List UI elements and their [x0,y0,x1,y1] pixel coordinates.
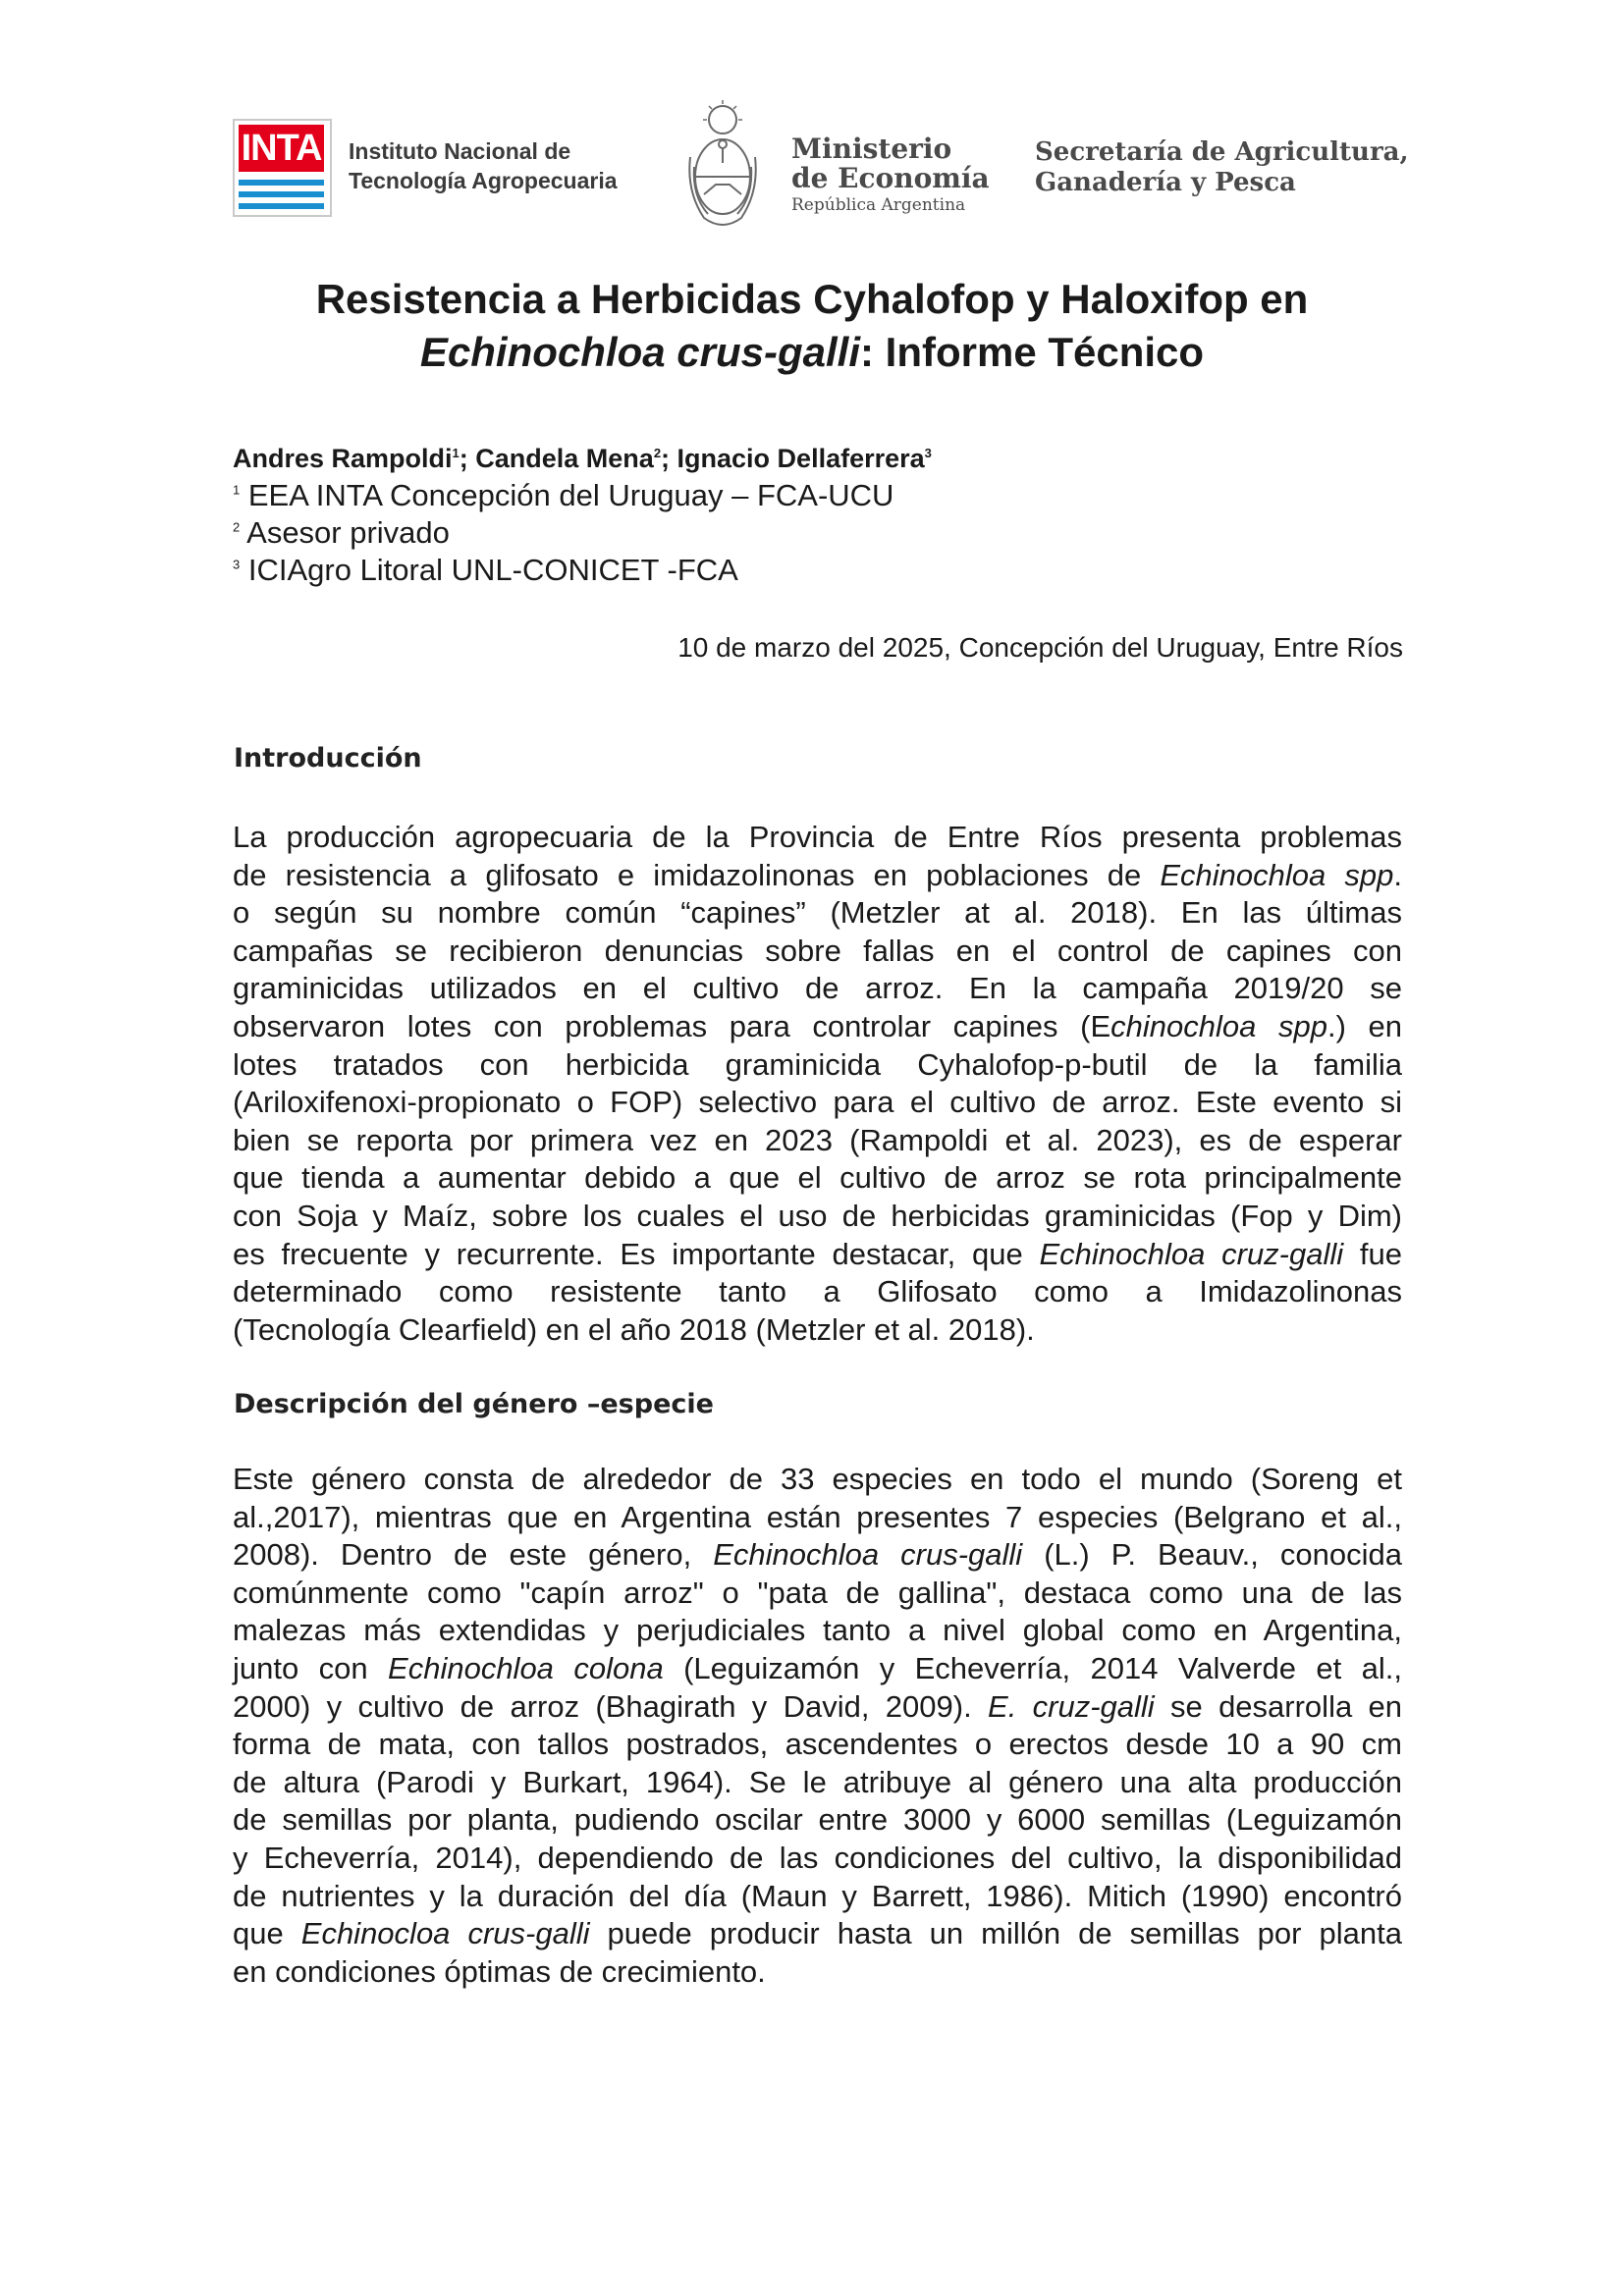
secretaria-name: Secretaría de Agricultura, Ganadería y Pesca [1035,137,1409,197]
inta-name: Instituto Nacional de Tecnología Agropecuaria [349,138,618,193]
date-location: 10 de marzo del 2025, Concepción del Uruguay, Entre Ríos [677,632,1403,663]
paragraph-line: forma de mata, con tallos postrados, ascendentes o erectos desde 10 a 90 cm [233,1727,1402,1762]
inta-logo-text: INTA [241,128,322,169]
affiliation-1: $^1$ EEA INTA Concepción del Uruguay – FCA-UCU [233,478,894,512]
intro-paragraph [233,819,1402,1349]
paragraph-line: que Echinocloa crus-galli puede producir hasta un millón de semillas por planta [233,1916,1402,1951]
paragraph-line: y Echeverría, 2014), dependiendo de las condiciones del cultivo, la disponibilidad [233,1840,1402,1875]
paragraph-line: en condiciones óptimas de crecimiento. [233,1953,766,1989]
paragraph-line: 2008). Dentro de este género, Echinochloa crus-galli (L.) P. Beauv., conocida [233,1537,1402,1573]
paragraph-line: junto con Echinochloa colona (Leguizamón y Echeverría, 2014 Valverde et al., [233,1650,1402,1685]
paragraph-line: de resistencia a glifosato e imidazolinonas en poblaciones de Echinochloa spp. [233,857,1403,892]
paragraph-line: (Tecnología Clearfield) en el año 2018 (Metzler et al. 2018). [233,1311,1035,1347]
paragraph-line: al.,2017), mientras que en Argentina están presentes 7 especies (Belgrano et al., [233,1499,1402,1534]
paragraph-line: de semillas por planta, pudiendo oscilar entre 3000 y 6000 semillas (Leguizamón [233,1802,1402,1838]
paragraph-line: La producción agropecuaria de la Provincia de Entre Ríos presenta problemas [233,820,1402,854]
paragraph-line: campañas se recibieron denuncias sobre fallas en el control de capines con [233,933,1402,968]
paragraph-line: es frecuente y recurrente. Es importante destacar, que Echinochloa cruz-galli fue [233,1236,1402,1271]
paragraph-line: de nutrientes y la duración del día (Maun y Barrett, 1986). Mitich (1990) encontró [233,1878,1402,1913]
section-heading-introduccion: Introducción [234,743,422,774]
document-title: Resistencia a Herbicidas Cyhalofop y Haloxifop en Echinochloa crus-galli: Informe Técnico [315,276,1309,375]
ministry-name: Ministerio de Economía República Argentina [791,133,990,215]
paragraph-line: malezas más extendidas y perjudiciales tanto a nivel global como en Argentina, [233,1613,1402,1648]
paragraph-line: lotes tratados con herbicida graminicida Cyhalofop-p-butil de la familia [233,1046,1402,1082]
paragraph-line: o según su nombre común “capines” (Metzler at al. 2018). En las últimas [233,895,1402,931]
paragraph-line: determinado como resistente tanto a Glifosato como a Imidazolinonas [233,1274,1402,1309]
paragraph-line: (Ariloxifenoxi-propionato o FOP) selectivo para el cultivo de arroz. Este evento si [233,1085,1402,1120]
genero-paragraph [233,1461,1402,1991]
inta-logo [233,119,332,217]
paragraph-line: con Soja y Maíz, sobre los cuales el uso de herbicidas graminicidas (Fop y Dim) [233,1198,1402,1233]
affiliation-3: $^3$ ICIAgro Litoral UNL-CONICET -FCA [233,553,738,587]
paragraph-line: que tienda a aumentar debido a que el cultivo de arroz se rota principalmente [233,1160,1402,1196]
paragraph-line: Este género consta de alrededor de 33 especies en todo el mundo (Soreng et [233,1462,1402,1496]
paragraph-line: 2000) y cultivo de arroz (Bhagirath y David, 2009). E. cruz-galli se desarrolla en [233,1688,1403,1724]
section-heading-genero: Descripción del género –especie [234,1389,714,1419]
paragraph-line: observaron lotes con problemas para controlar capines (Echinochloa spp.) en [233,1008,1402,1043]
author-line: Andres Rampoldi$^1$; Candela Mena$^2$; Ignacio Dellaferrera$^3$ [233,444,932,473]
paragraph-line: graminicidas utilizados en el cultivo de arroz. En la campaña 2019/20 se [233,971,1402,1006]
coat-of-arms-icon [682,98,763,234]
affiliation-2: $^2$ Asesor privado [233,515,450,550]
paragraph-line: bien se reporta por primera vez en 2023 (Rampoldi et al. 2023), es de esperar [233,1122,1402,1157]
paragraph-line: de altura (Parodi y Burkart, 1964). Se le atribuye al género una alta producción [233,1764,1402,1799]
paragraph-line: comúnmente como "capín arroz" o "pata de gallina", destaca como una de las [233,1575,1402,1610]
